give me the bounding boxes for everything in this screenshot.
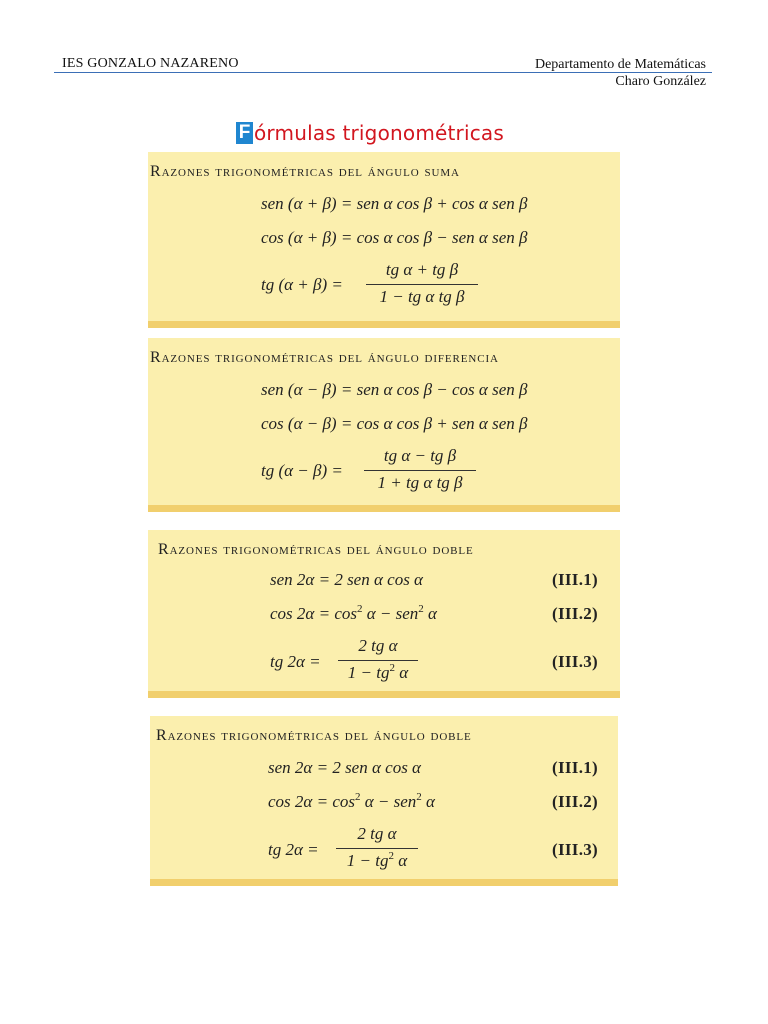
fraction-numerator: 2 tg α	[357, 824, 397, 843]
formula-box-double-2	[150, 716, 618, 886]
fraction-denominator: $1 - tg^2$ α	[346, 850, 408, 870]
formula-box-sum	[148, 152, 620, 328]
title-text: órmulas trigonométricas	[254, 121, 505, 145]
formula-rhs: cos α cos β − sen α sen β	[356, 228, 528, 247]
formula-sin	[270, 570, 423, 590]
box-title: Razones trigonométricas del ángulo doble	[158, 541, 474, 558]
box-title: Razones trigonométricas del ángulo diferencia	[150, 349, 499, 366]
fraction-denominator: 1 − tg α tg β	[379, 287, 465, 306]
header-department-name: Departamento de Matemáticas	[534, 57, 706, 72]
formula-lhs: cos (α − β) =	[261, 414, 353, 433]
formula-sin	[268, 758, 421, 778]
box-title: Razones trigonométricas del ángulo doble	[156, 727, 472, 744]
box-title: Razones trigonométricas del ángulo suma	[150, 163, 460, 180]
formula-rhs: cos α cos β + sen α sen β	[356, 414, 528, 433]
title-initial-badge: F	[236, 122, 253, 144]
formula-rhs: sen α cos β − cos α sen β	[356, 380, 528, 399]
formula-tan-fraction	[336, 824, 418, 874]
equation-tag: (III.1)	[552, 758, 599, 777]
formula-lhs: tg (α − β) =	[261, 461, 343, 480]
formula-lhs: cos (α + β) =	[261, 228, 353, 247]
header-school-name: IES GONZALO NAZARENO	[62, 56, 239, 71]
page-title	[236, 118, 504, 148]
fraction-bar	[336, 848, 418, 849]
formula-lhs: tg 2α =	[268, 840, 319, 859]
equation-tag: (III.2)	[552, 792, 599, 811]
formula-tan-fraction	[366, 260, 478, 310]
formula-lhs: sen (α + β) =	[261, 194, 353, 213]
formula-cos: $\cos 2\alpha = \cos^2 \alpha - sen^2$ α	[270, 603, 437, 623]
fraction-denominator: 1 + tg α tg β	[377, 473, 463, 492]
formula-cos	[261, 228, 527, 248]
fraction-numerator: 2 tg α	[358, 636, 398, 655]
formula-cos	[261, 414, 527, 434]
formula-sin	[261, 380, 527, 400]
formula-tan-lhs	[261, 461, 343, 481]
equation-tag: (III.3)	[552, 840, 599, 859]
header-divider	[54, 72, 712, 73]
fraction-numerator: tg α + tg β	[385, 260, 459, 279]
formula-sin	[261, 194, 527, 214]
formula-lhs: cos 2α =	[268, 792, 329, 811]
equation-tag: (III.2)	[552, 604, 599, 623]
header-department	[535, 56, 706, 90]
formula-lhs: cos 2α =	[270, 604, 331, 623]
formula-tan-lhs	[268, 840, 319, 860]
formula-tan-fraction	[364, 446, 476, 496]
formula-rhs: sen α cos β + cos α sen β	[356, 194, 528, 213]
formula-lhs: sen 2α =	[268, 758, 329, 777]
formula-rhs: 2 sen α cos α	[334, 570, 423, 589]
equation-tag: (III.3)	[552, 652, 599, 671]
formula-box-difference	[148, 338, 620, 512]
fraction-bar	[366, 284, 478, 285]
fraction-numerator: tg α − tg β	[383, 446, 457, 465]
formula-lhs: sen 2α =	[270, 570, 331, 589]
formula-tan-lhs	[270, 652, 321, 672]
formula-lhs: sen (α − β) =	[261, 380, 353, 399]
fraction-denominator: $1 - tg^2$ α	[347, 662, 409, 682]
formula-tan-fraction	[338, 636, 418, 686]
formula-cos: $\cos 2\alpha = \cos^2 \alpha - sen^2$ α	[268, 791, 435, 811]
formula-box-double-1	[148, 530, 620, 698]
header-author: Charo González	[615, 74, 706, 89]
fraction-bar	[364, 470, 476, 471]
formula-tan-lhs	[261, 275, 343, 295]
fraction-bar	[338, 660, 418, 661]
formula-lhs: tg (α + β) =	[261, 275, 343, 294]
formula-rhs: 2 sen α cos α	[332, 758, 421, 777]
formula-lhs: tg 2α =	[270, 652, 321, 671]
equation-tag: (III.1)	[552, 570, 599, 589]
